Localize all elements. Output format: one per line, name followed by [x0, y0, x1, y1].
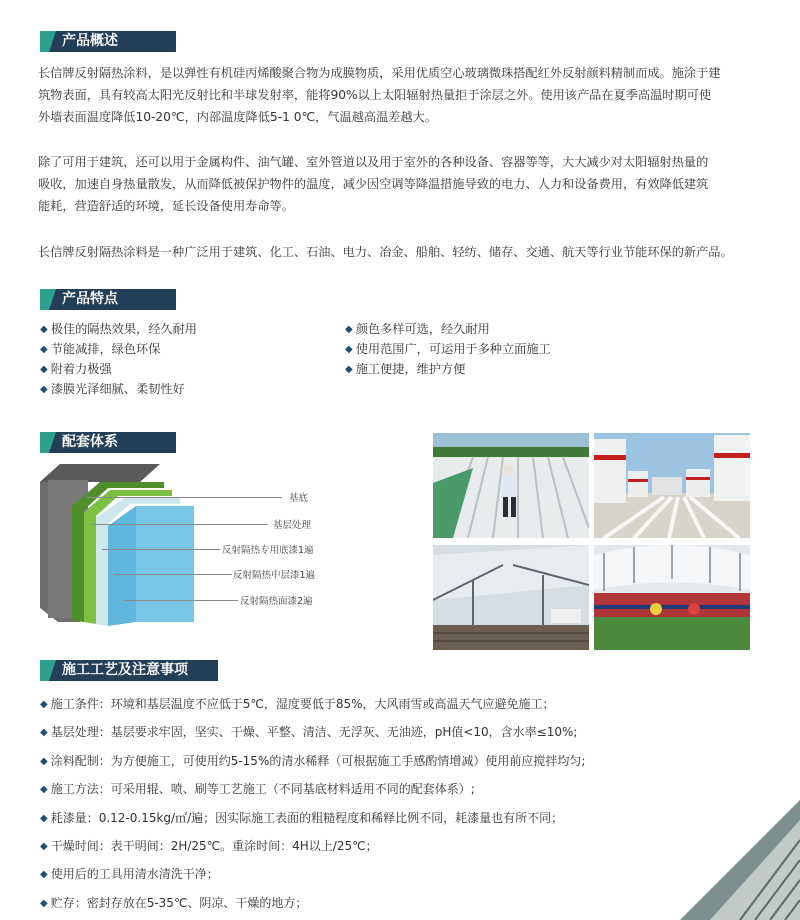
stadium-roof-photo	[594, 545, 750, 650]
process-item-8: ◆ 贮存：密封存放在5-35℃、阴凉、干燥的地方；	[40, 896, 308, 910]
process-item-1: ◆ 施工条件：环境和基层温度不应低于5℃，湿度要低于85%，大风雨雪或高温天气应避免施工；	[40, 697, 555, 711]
feature-item-right-3: ◆ 施工便捷，维护方便	[345, 362, 466, 376]
layer-substrate-top	[40, 464, 160, 482]
diamond-bullet-icon: ◆	[40, 841, 48, 852]
feature-item-left-3: ◆ 附着力极强	[40, 362, 112, 376]
leader-line	[92, 524, 268, 525]
feature-item-right-2: ◆ 使用范围广，可运用于多种立面施工	[345, 342, 551, 356]
leader-line	[124, 600, 238, 601]
leader-line	[86, 497, 282, 498]
diamond-bullet-icon: ◆	[40, 324, 48, 335]
features-heading: 产品特点	[40, 289, 176, 310]
diamond-bullet-icon: ◆	[345, 344, 353, 355]
station-canopy-photo	[433, 545, 589, 650]
diamond-bullet-icon: ◆	[40, 898, 48, 909]
layer-label-2: 基层处理	[273, 520, 312, 531]
process-heading: 施工工艺及注意事项	[40, 660, 218, 681]
layer-label-3: 反射隔热专用底漆1遍	[222, 545, 314, 556]
diamond-bullet-icon: ◆	[40, 364, 48, 375]
decorative-building-facade	[680, 800, 800, 920]
feature-item-left-1: ◆ 极佳的隔热效果，经久耐用	[40, 322, 197, 336]
feature-item-left-2: ◆ 节能减排，绿色环保	[40, 342, 161, 356]
diamond-bullet-icon: ◆	[345, 364, 353, 375]
process-item-3: ◆ 涂料配制：为方便施工，可使用约5-15%的清水稀释（可根据施工手感酌情增减）使用前应搅拌均匀;	[40, 754, 586, 768]
overview-p1-line-3: 外墙表面温度降低10-20℃，内部温度降低5-1 0℃，气温越高温差越大。	[38, 110, 438, 124]
process-item-5: ◆ 耗漆量：0.12-0.15kg/㎡/遍；因实际施工表面的粗糙程度和稀释比例不同，耗漆量也有所不同；	[40, 811, 564, 825]
overview-paragraph-1	[38, 62, 768, 128]
oil-tanks-photo	[594, 433, 750, 538]
system-heading: 配套体系	[40, 432, 176, 453]
overview-p1-line-1: 长信牌反射隔热涂料，是以弹性有机硅丙烯酸聚合物为成膜物质，采用优质空心玻璃微珠搭配红外反射颜料精制而成。施涂于建	[38, 66, 721, 80]
overview-paragraph-3: 长信牌反射隔热涂料是一种广泛用于建筑、化工、石油、电力、冶金、船舶、轻纺、储存、交通、航天等行业节能环保的新产品。	[38, 245, 733, 259]
overview-p1-line-2: 筑物表面，具有较高太阳光反射比和半球发射率，能将90%以上太阳辐射热量拒于涂层之外。使用该产品在夏季高温时期可使	[38, 88, 712, 102]
process-item-2: ◆ 基层处理：基层要求牢固，坚实、干燥、平整、清洁、无浮灰、无油迹，pH值<10，含水率≤10%;	[40, 725, 578, 739]
overview-p2-line-1: 除了可用于建筑，还可以用于金属构件、油气罐、室外管道以及用于室外的各种设备、容器等等，大大减少对太阳辐射热量的	[38, 155, 709, 169]
diamond-bullet-icon: ◆	[40, 784, 48, 795]
feature-item-right-1: ◆ 颜色多样可选，经久耐用	[345, 322, 490, 336]
leader-line	[114, 574, 232, 575]
feature-item-left-4: ◆ 漆膜光泽细腻、柔韧性好	[40, 382, 185, 396]
diamond-bullet-icon: ◆	[40, 699, 48, 710]
process-item-6: ◆ 干燥时间：表干明间：2H/25℃。重涂时间：4H以上/25℃；	[40, 839, 378, 853]
process-item-7: ◆ 使用后的工具用清水清洗干净；	[40, 867, 219, 881]
diamond-bullet-icon: ◆	[40, 813, 48, 824]
layer-label-4: 反射隔热中层漆1遍	[233, 570, 316, 581]
diamond-bullet-icon: ◆	[40, 344, 48, 355]
roof-worker-photo	[433, 433, 589, 538]
coating-layers-diagram	[40, 462, 200, 634]
diamond-bullet-icon: ◆	[345, 324, 353, 335]
overview-p2-line-2: 吸收，加速自身热量散发，从而降低被保护物件的温度，减少因空调等降温措施导致的电力、人力和设备费用，有效降低建筑	[38, 177, 709, 191]
diamond-bullet-icon: ◆	[40, 756, 48, 767]
diamond-bullet-icon: ◆	[40, 384, 48, 395]
overview-p2-line-3: 能耗，营造舒适的环境，延长设备使用寿命等。	[38, 199, 294, 213]
process-item-4: ◆ 施工方法：可采用辊、喷、刷等工艺施工（不同基底材料适用不同的配套体系）;	[40, 782, 475, 796]
layer-label-1: 基底	[289, 493, 309, 504]
diamond-bullet-icon: ◆	[40, 727, 48, 738]
leader-line	[102, 549, 220, 550]
overview-heading: 产品概述	[40, 31, 176, 52]
diamond-bullet-icon: ◆	[40, 869, 48, 880]
overview-paragraph-2	[38, 151, 768, 217]
layer-label-5: 反射隔热面漆2遍	[240, 596, 313, 607]
